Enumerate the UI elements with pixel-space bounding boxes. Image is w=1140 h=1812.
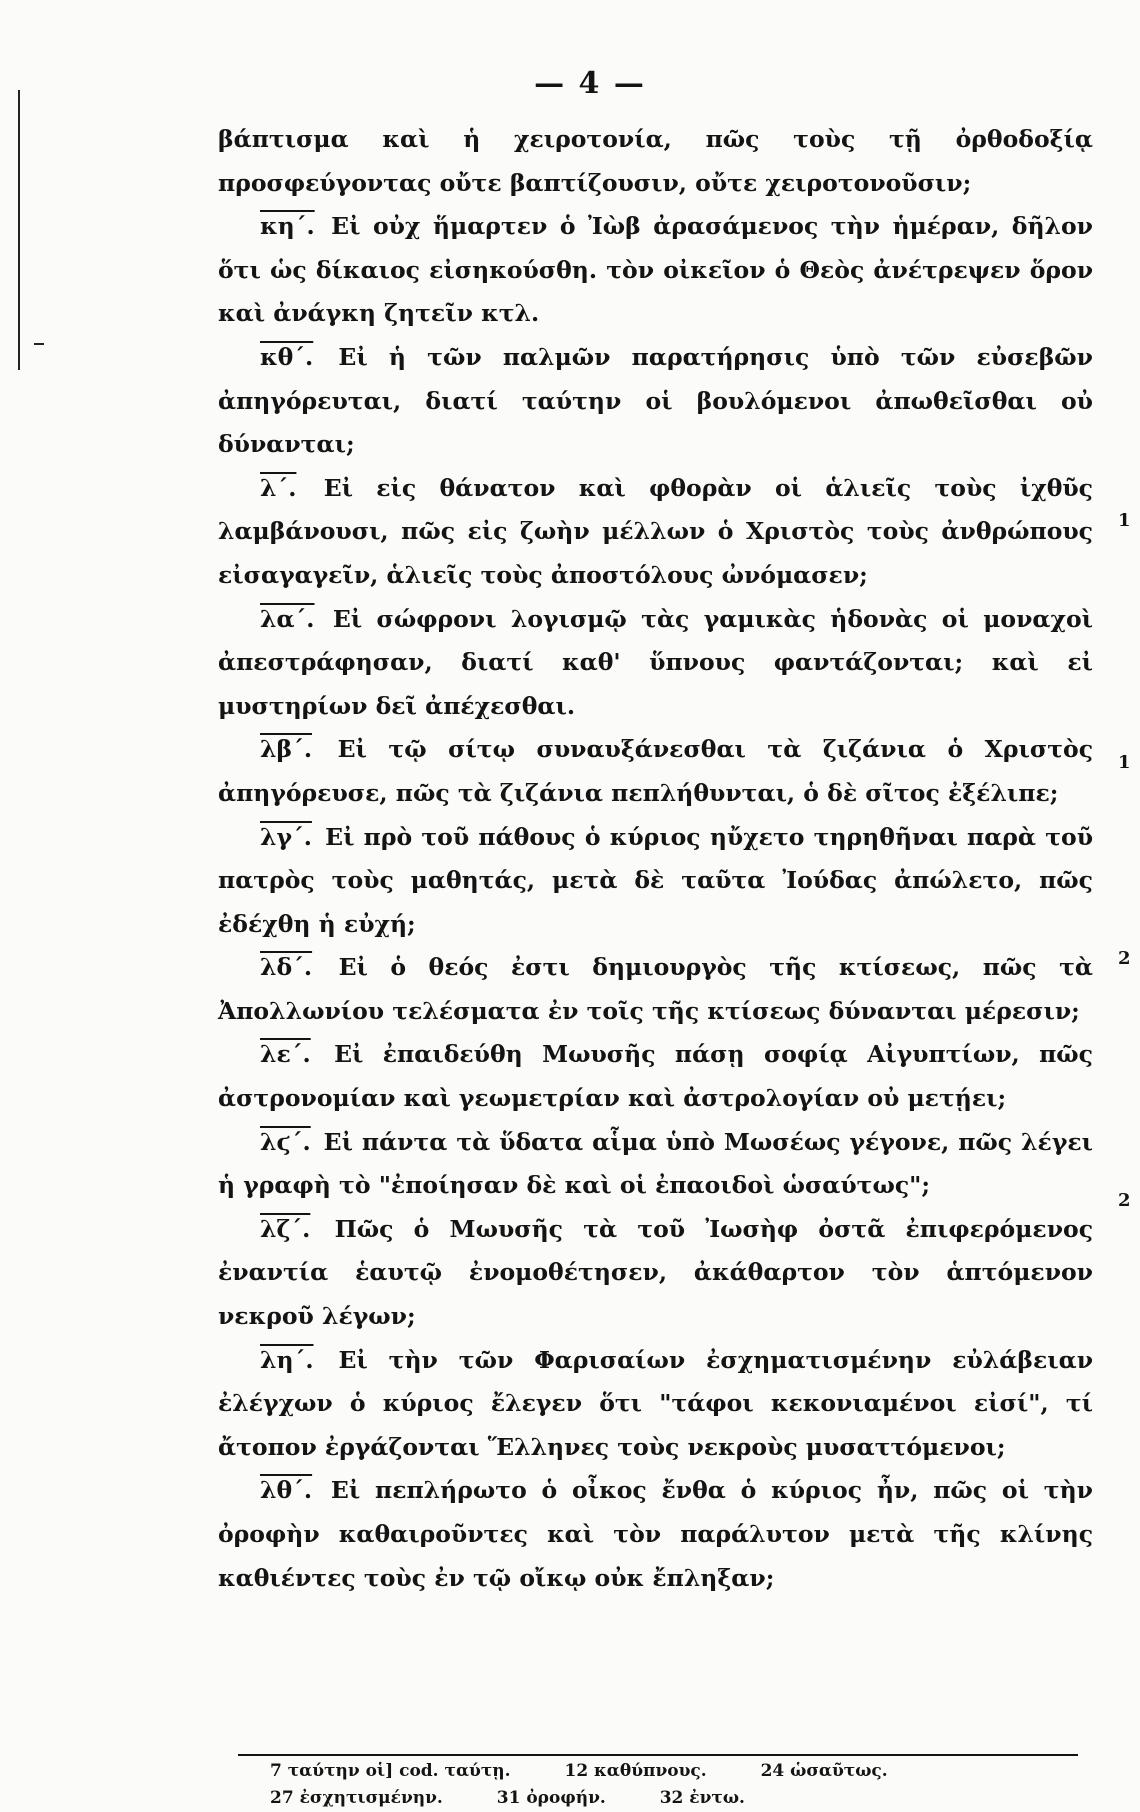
footnotes	[270, 1758, 1100, 1812]
footnote: 27 ἐσχητισμένην.	[270, 1788, 443, 1808]
footnote: 12 καθύπνους.	[564, 1761, 707, 1781]
question-text: Εἰ πεπλήρωτο ὁ οἶκος ἔνθα ὁ κύριος ἦν, πῶς οἱ τὴν ὀροφὴν καθαιροῦντες καὶ τὸν παράλυτον μετὰ τῆς κλίνης καθιέντες τοὺς ἐν τῷ οἴκῳ οὐκ ἔπληξαν;	[218, 1476, 1093, 1592]
footnote: 7 ταύτην οἱ] cod. ταύτῃ.	[270, 1761, 511, 1781]
question-number: λε΄.	[260, 1040, 311, 1069]
footnote: 32 ἐντω.	[659, 1788, 745, 1808]
question-number: λβ΄.	[260, 735, 313, 764]
question-text: Εἰ ὁ θεός ἐστι δημιουργὸς τῆς κτίσεως, πῶς τὰ Ἀπολλωνίου τελέσματα ἐν τοῖς τῆς κτίσεως δύνανται μέρεσιν;	[218, 953, 1093, 1025]
question-number: λγ΄.	[260, 822, 312, 851]
question-number: λη΄.	[260, 1345, 314, 1374]
question-text: Εἰ εἰς θάνατον καὶ φθορὰν οἱ ἁλιεῖς τοὺς ἰχθῦς λαμβάνουσι, πῶς εἰς ζωὴν μέλλων ὁ Χριστὸς τοὺς ἀνθρώπους εἰσαγαγεῖν, ἁλιεῖς τοὺς ἀποστόλους ὠνόμασεν;	[218, 473, 1093, 589]
question-number: λα΄.	[260, 604, 315, 633]
scan-edge-line	[18, 90, 20, 370]
question-text: Εἰ οὐχ ἥμαρτεν ὁ Ἰὼβ ἀρασάμενος τὴν ἡμέραν, δῆλον ὅτι ὡς δίκαιος εἰσηκούσθη. τὸν οἰκεῖον ὁ Θεὸς ἀνέτρεψεν ὅρον καὶ ἀνάγκη ζητεῖν κτλ.	[218, 212, 1093, 328]
margin-mark: 1	[1118, 752, 1131, 773]
question-text: Εἰ σώφρονι λογισμῷ τὰς γαμικὰς ἡδονὰς οἱ μοναχοὶ ἀπεστράφησαν, διατί καθ' ὕπνους φαντάζονται; καὶ εἰ μυστηρίων δεῖ ἀπέχεσθαι.	[218, 604, 1093, 720]
question-31	[218, 598, 1093, 729]
margin-mark: 2	[1118, 1190, 1131, 1211]
question-36	[218, 1121, 1093, 1208]
footnote-rule	[238, 1754, 1078, 1756]
footnote: 31 ὀροφήν.	[496, 1788, 606, 1808]
question-text: Πῶς ὁ Μωυσῆς τὰ τοῦ Ἰωσὴφ ὀστᾶ ἐπιφερόμενος ἐναντία ἑαυτῷ ἐνομοθέτησεν, ἀκάθαρτον τὸν ἁπτόμενον νεκροῦ λέγων;	[218, 1214, 1093, 1331]
question-number: λδ΄.	[260, 953, 313, 982]
question-text: Εἰ τὴν τῶν Φαρισαίων ἐσχηματισμένην εὐλάβειαν ἐλέγχων ὁ κύριος ἔλεγεν ὅτι "τάφοι κεκονιαμένοι εἰσί", τί ἄτοπον ἐργάζονται Ἕλληνες τοὺς νεκροὺς μυσαττόμενοι;	[218, 1345, 1094, 1461]
question-32	[218, 728, 1093, 815]
page-number: — 4 —	[534, 66, 646, 101]
question-text: Εἰ πρὸ τοῦ πάθους ὁ κύριος ηὔχετο τηρηθῆναι παρὰ τοῦ πατρὸς τοὺς μαθητάς, μετὰ δὲ ταῦτα Ἰούδας ἀπώλετο, πῶς ἐδέχθη ἡ εὐχή;	[218, 822, 1093, 938]
footnote: 24 ὡσαῦτως.	[760, 1761, 888, 1781]
question-29	[218, 336, 1093, 467]
main-text	[218, 118, 1093, 1600]
scan-edge-dash	[34, 343, 44, 345]
question-30	[218, 467, 1093, 598]
question-35	[218, 1033, 1093, 1120]
question-number: λζ΄.	[260, 1214, 311, 1243]
paragraph-text: βάπτισμα καὶ ἡ χειροτονία, πῶς τοὺς τῇ ὀρθοδοξίᾳ προσφεύγοντας οὔτε βαπτίζουσιν, οὔτε χειροτονοῦσιν;	[218, 125, 1093, 197]
question-28	[218, 205, 1093, 336]
question-34	[218, 946, 1093, 1033]
question-number: λθ΄.	[260, 1476, 313, 1505]
question-number: κη΄.	[260, 212, 315, 241]
question-39	[218, 1469, 1093, 1600]
paragraph-continued	[218, 118, 1093, 205]
margin-mark: 2	[1118, 948, 1131, 969]
question-text: Εἰ πάντα τὰ ὕδατα αἷμα ὑπὸ Μωσέως γέγονε, πῶς λέγει ἡ γραφὴ τὸ "ἐποίησαν δὲ καὶ οἱ ἐπαοιδοὶ ὡσαύτως";	[218, 1127, 1093, 1200]
question-38	[218, 1339, 1093, 1470]
question-number: κθ΄.	[260, 342, 314, 371]
margin-mark: 1	[1118, 510, 1131, 531]
question-text: Εἰ ἐπαιδεύθη Μωυσῆς πάσῃ σοφίᾳ Αἰγυπτίων, πῶς ἀστρονομίαν καὶ γεωμετρίαν καὶ ἀστρολογίαν οὐ μετῄει;	[218, 1040, 1093, 1113]
question-number: λ΄.	[260, 473, 297, 502]
question-text: Εἰ τῷ σίτῳ συναυξάνεσθαι τὰ ζιζάνια ὁ Χριστὸς ἀπηγόρευσε, πῶς τὰ ζιζάνια πεπλήθυνται, ὁ δὲ σῖτος ἐξέλιπε;	[218, 735, 1094, 807]
question-text: Εἰ ἡ τῶν παλμῶν παρατήρησις ὑπὸ τῶν εὐσεβῶν ἀπηγόρευται, διατί ταύτην οἱ βουλόμενοι ἀπωθεῖσθαι οὐ δύνανται;	[218, 342, 1093, 459]
question-number: λϛ΄.	[260, 1127, 311, 1156]
question-37	[218, 1208, 1093, 1339]
question-33	[218, 816, 1093, 947]
